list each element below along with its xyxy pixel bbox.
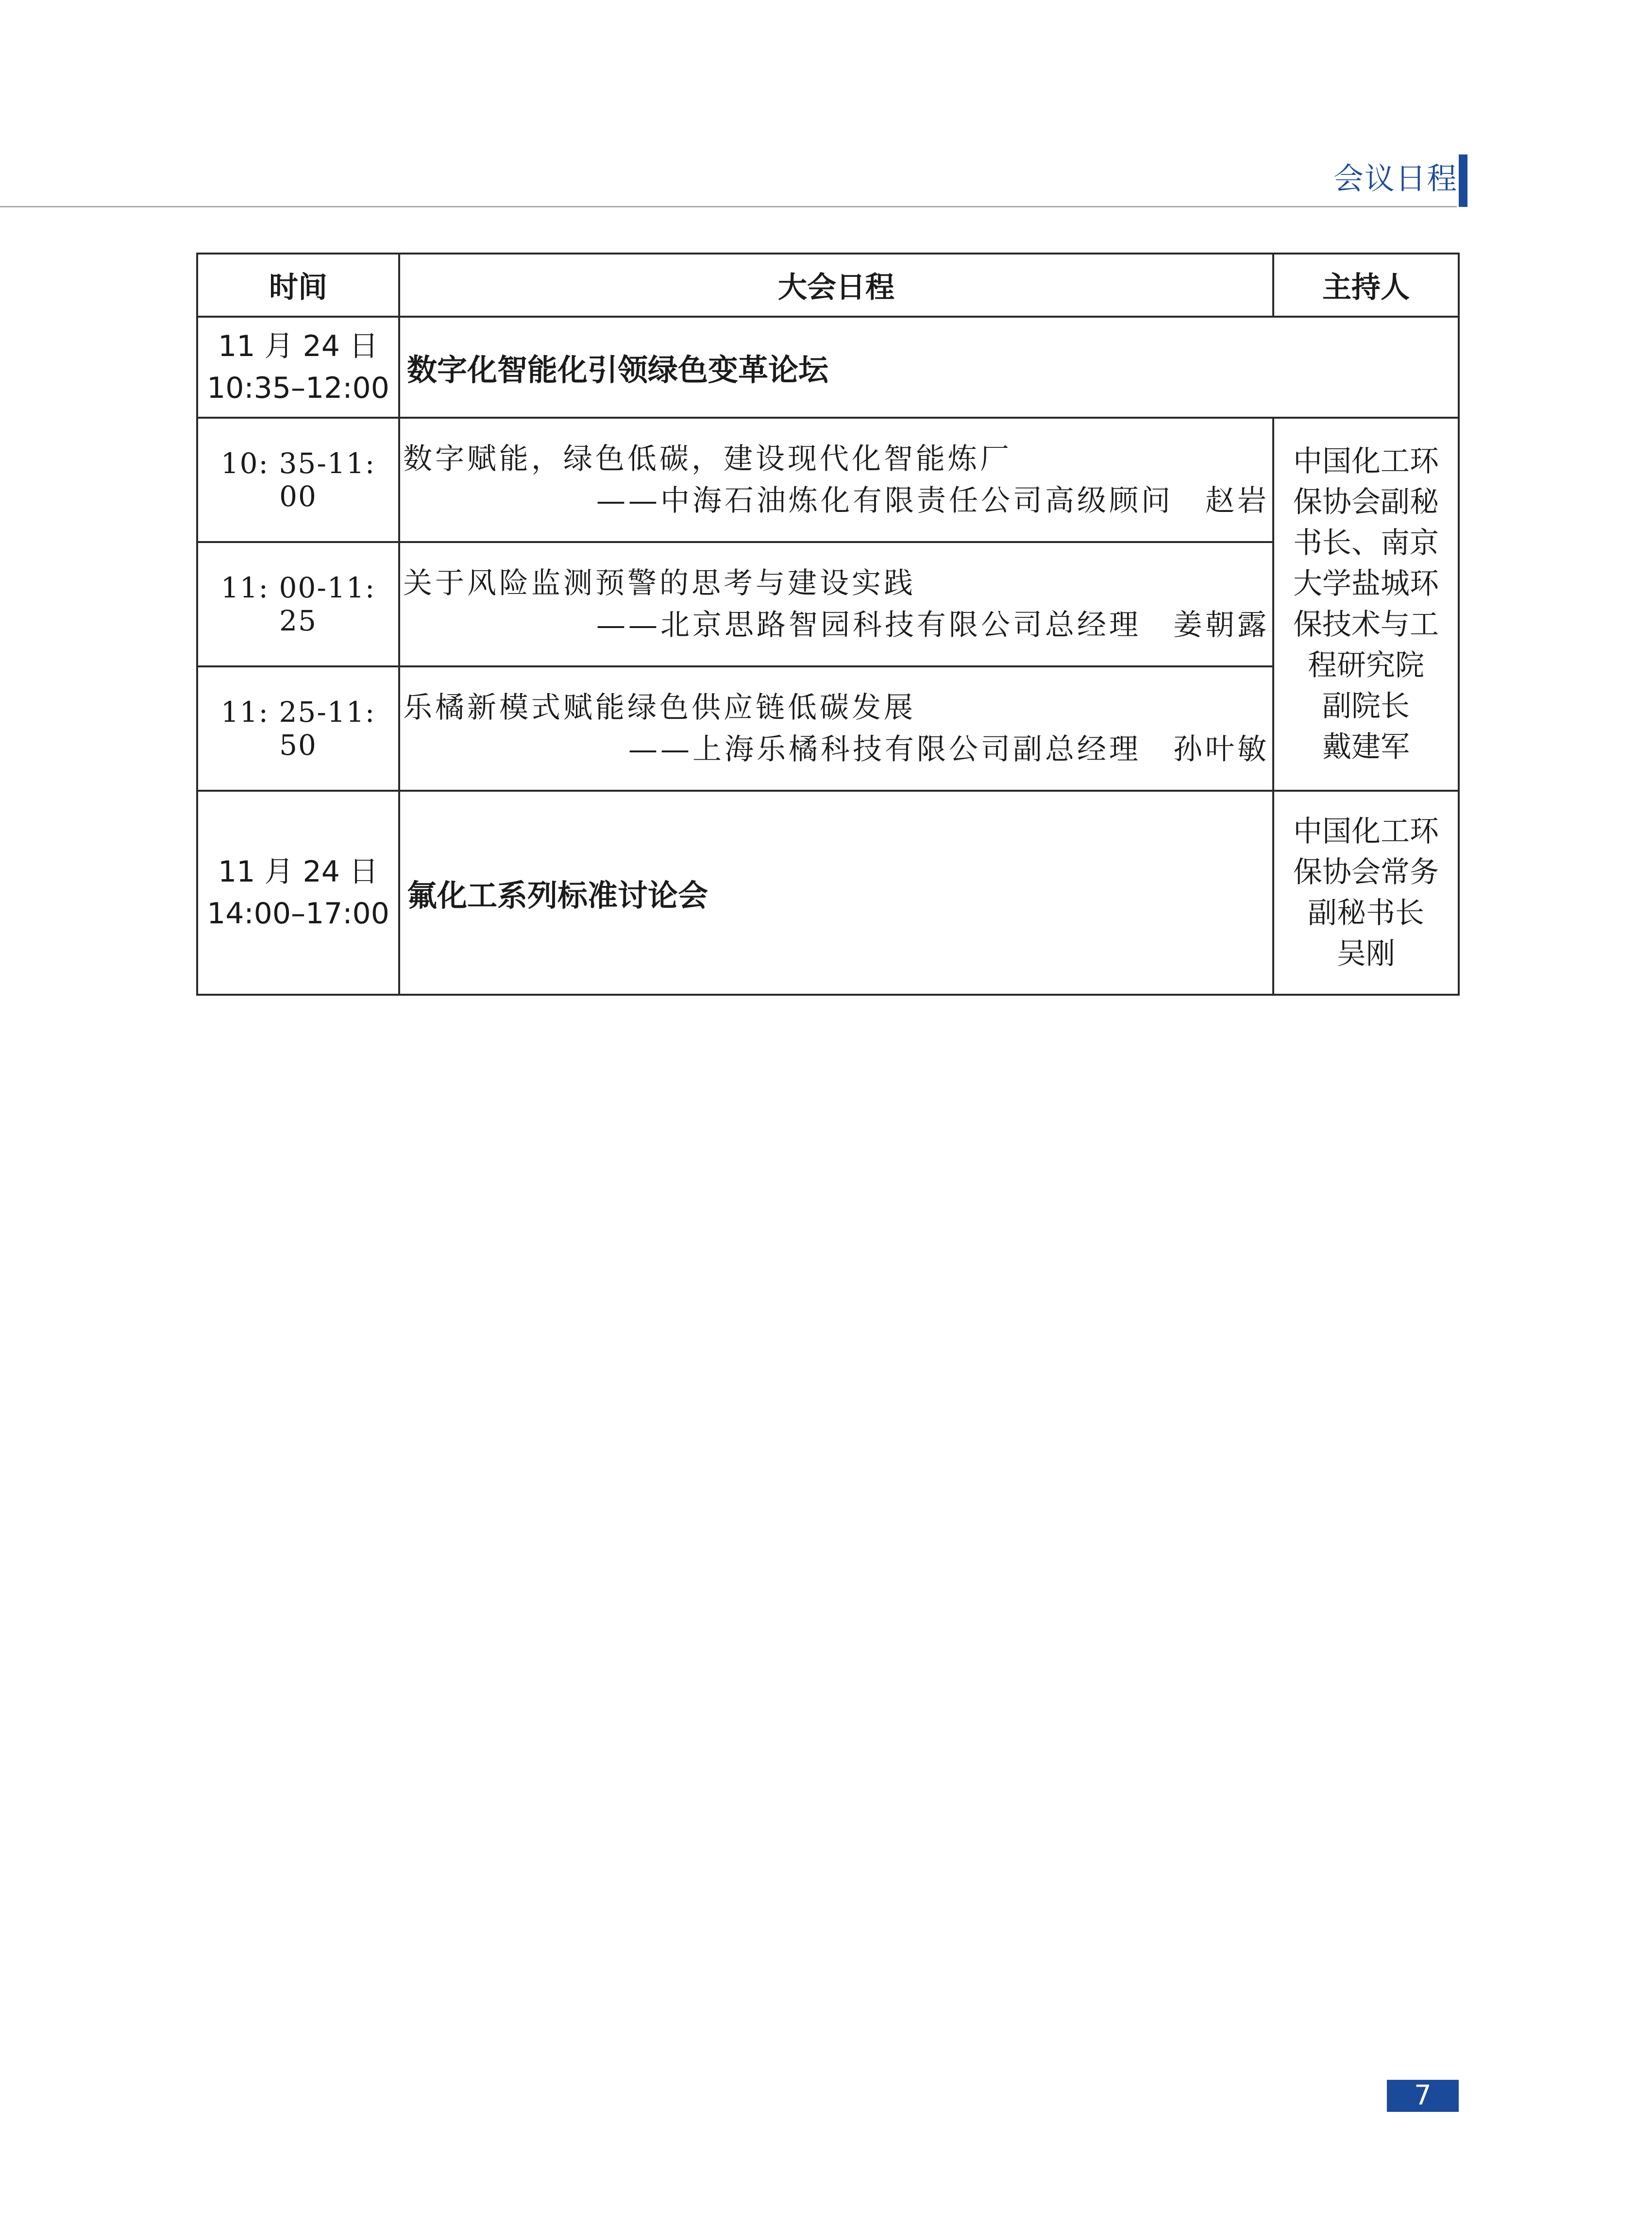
host-line: 保协会副秘 [1293,485,1439,519]
host-line: 副院长 [1322,689,1410,723]
session-time-cell [197,791,399,995]
session-row [197,317,1459,418]
talk-speaker: ——北京思路智园科技有限公司总经理 姜朝露 [596,608,1269,642]
host-line: 副秘书长 [1308,896,1424,930]
talk-time: 11: 00-11: 25 [197,542,399,666]
session-time-cell [197,317,399,418]
table-row [197,666,1459,791]
host-line: 程研究院 [1308,648,1424,682]
host-line: 大学盐城环 [1293,567,1439,601]
talk-speaker: ——中海石油炼化有限责任公司高级顾问 赵岩 [596,484,1269,518]
session-time: 10:35–12:00 [207,371,389,405]
talk-title: 数字赋能，绿色低碳，建设现代化智能炼厂 [403,442,1012,476]
host-cell [1273,418,1459,791]
session-date: 11 月 24 日 [218,329,378,363]
section-title-bar [1459,154,1467,207]
talk-title: 关于风险监测预警的思考与建设实践 [403,566,916,600]
session-time: 14:00–17:00 [207,897,389,931]
talk-cell [399,418,1273,542]
session-date: 11 月 24 日 [218,855,378,889]
host-line: 戴建军 [1322,730,1410,764]
table-row [197,542,1459,666]
session-title: 数字化智能化引领绿色变革论坛 [399,317,1459,418]
host-line: 吴刚 [1337,937,1395,971]
table-row [197,418,1459,542]
session-row [197,791,1459,995]
host-line: 中国化工环 [1293,815,1439,849]
talk-time: 10: 35-11: 00 [197,418,399,542]
table-header-row [197,254,1459,317]
header-host: 主持人 [1273,254,1459,317]
talk-speaker: ——上海乐橘科技有限公司副总经理 孙叶敏 [628,732,1269,766]
host-line: 书长、南京 [1293,526,1439,560]
header-time: 时间 [197,254,399,317]
page-number: 7 [1387,2080,1459,2112]
section-title: 会议日程 [1333,161,1458,196]
host-line: 保协会常务 [1293,855,1439,889]
header-agenda: 大会日程 [399,254,1273,317]
talk-time: 11: 25-11: 50 [197,666,399,791]
talk-cell [399,542,1273,666]
agenda-table [196,253,1460,996]
host-cell [1273,791,1459,995]
session-title: 氟化工系列标准讨论会 [399,791,1273,995]
header-rule [0,206,1457,207]
host-line: 保技术与工 [1293,608,1439,642]
talk-cell [399,666,1273,791]
talk-title: 乐橘新模式赋能绿色供应链低碳发展 [403,691,916,725]
host-line: 中国化工环 [1293,444,1439,478]
